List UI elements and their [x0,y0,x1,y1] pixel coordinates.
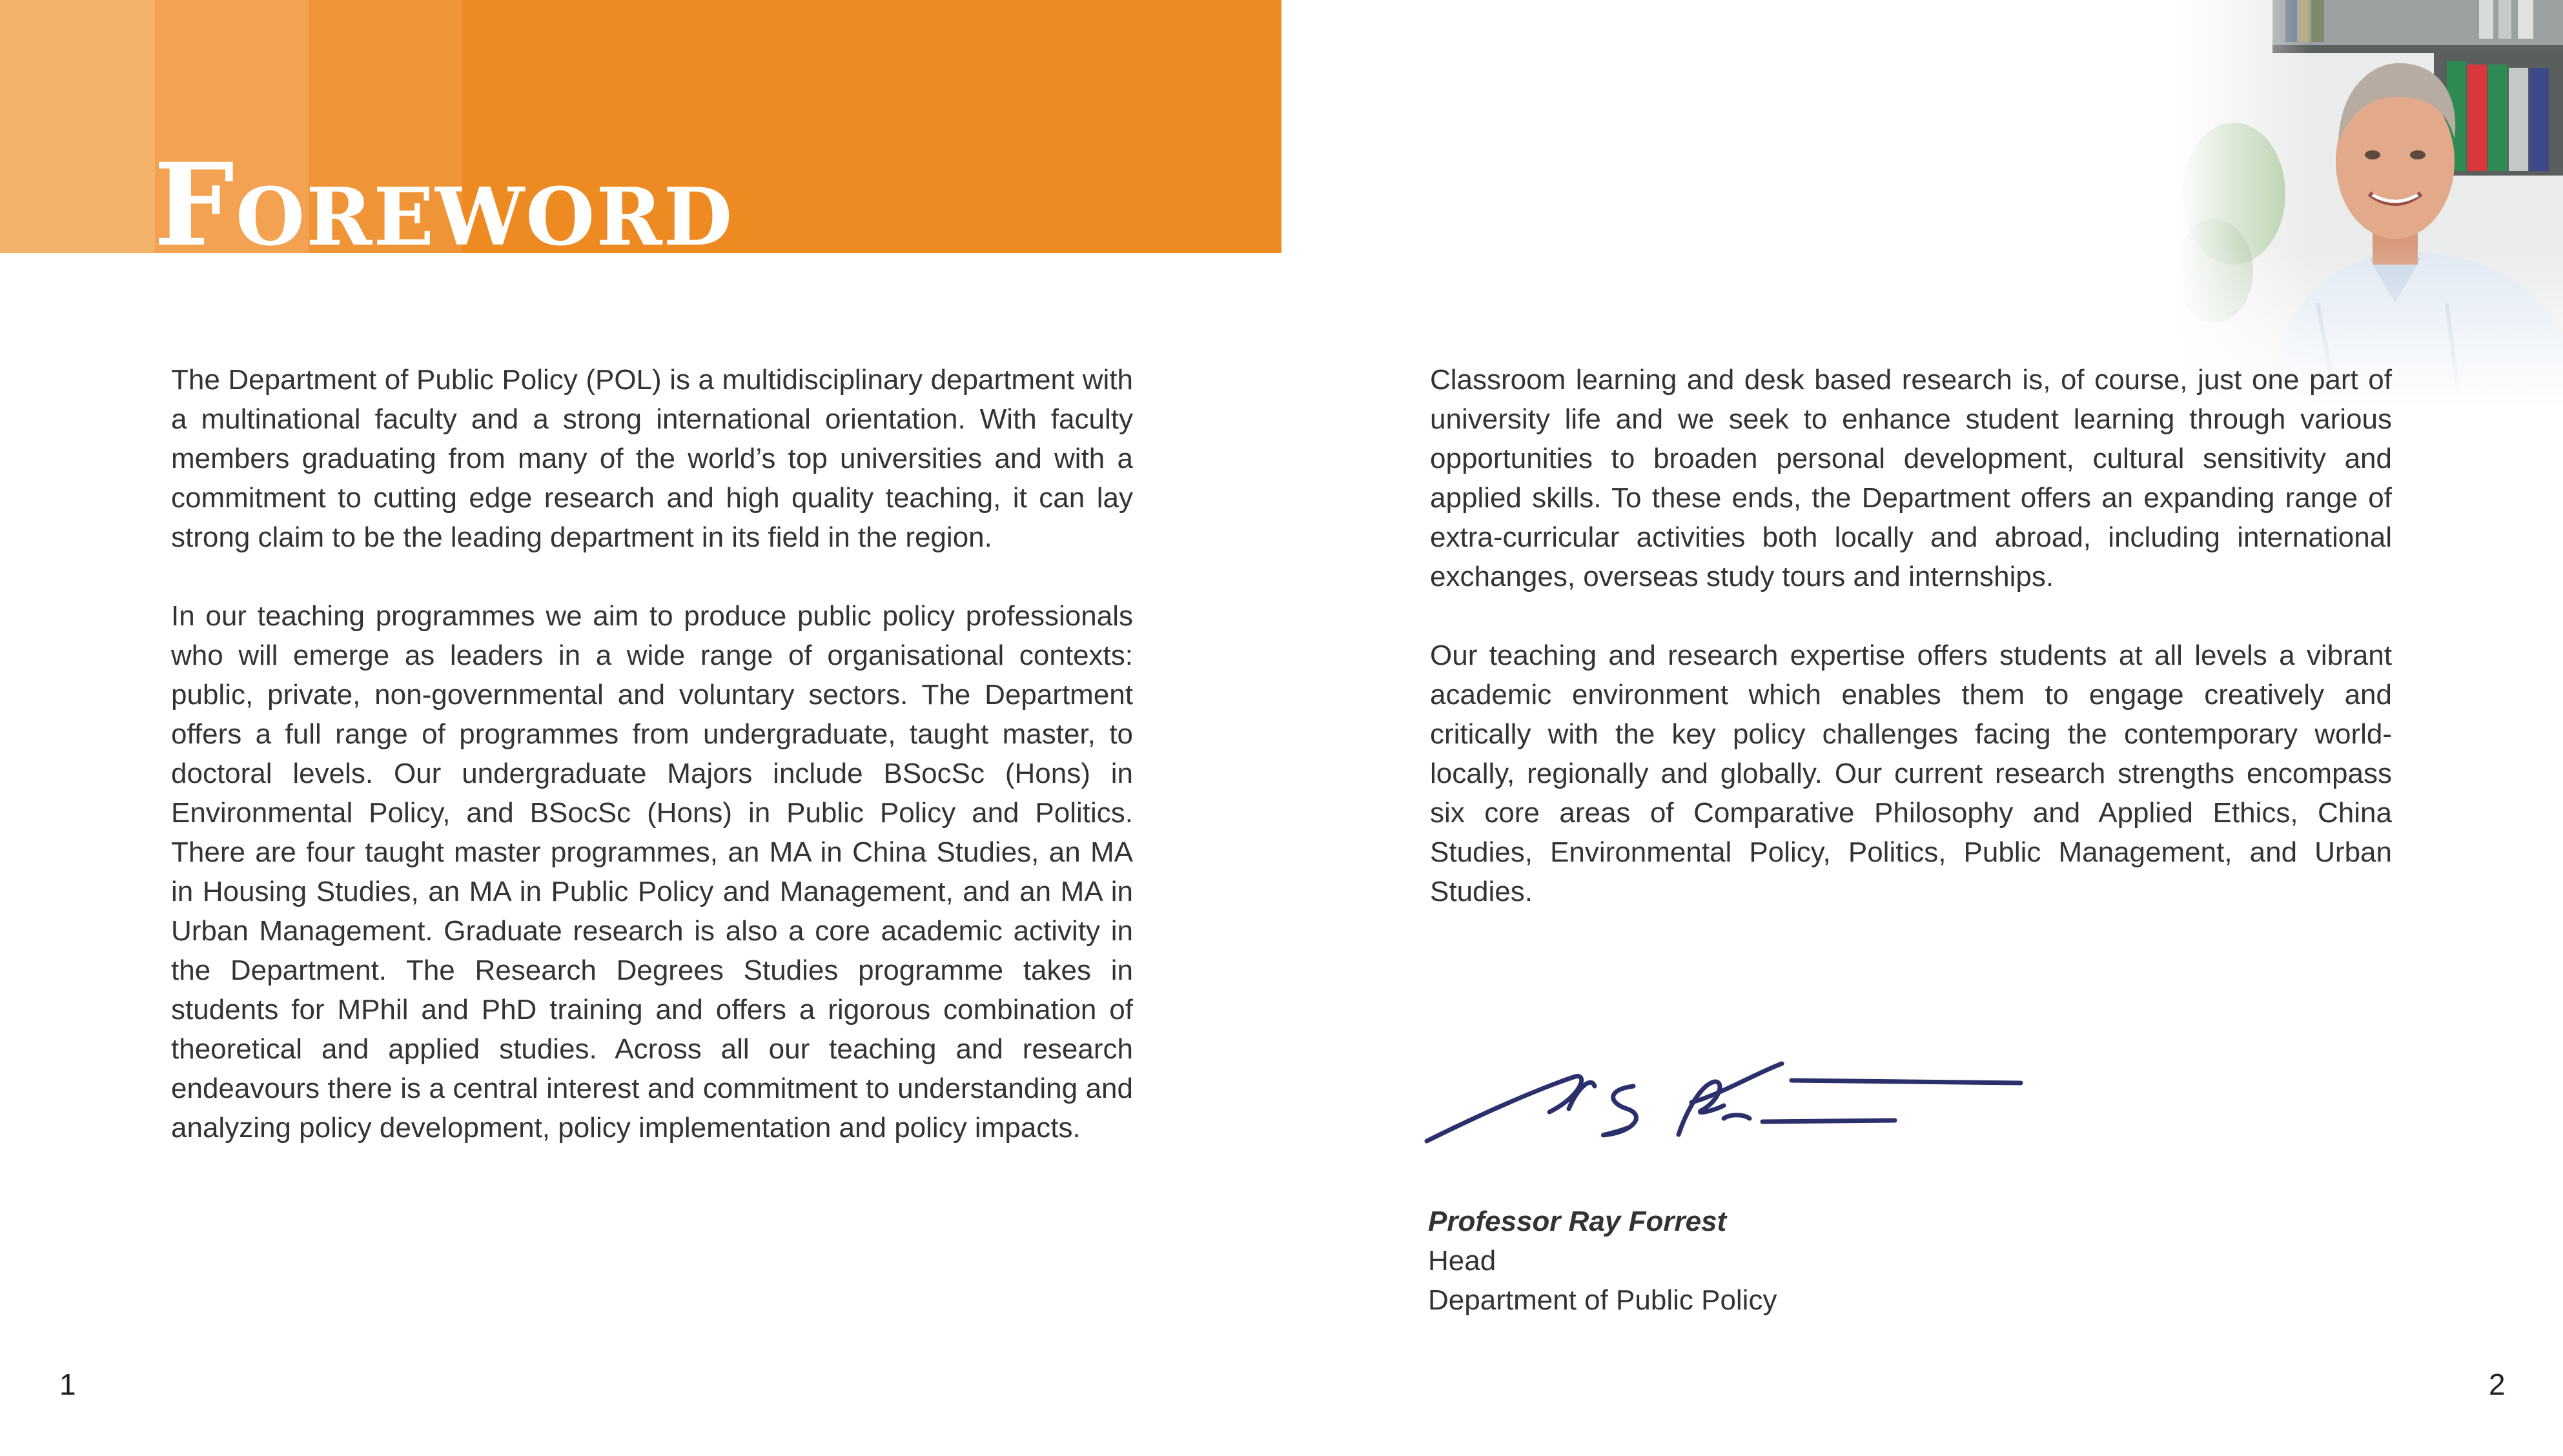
banner-band-light [0,0,155,253]
page-number-right: 2 [2489,1368,2506,1401]
signatory-department: Department of Public Policy [1428,1284,1777,1316]
portrait-photo [2176,0,2563,407]
handwritten-signature [1420,1051,2027,1148]
left-column [171,360,1133,1187]
page-number-left: 1 [59,1368,76,1401]
signatory-name: Professor Ray Forrest [1428,1206,1727,1237]
page-title: Foreword [154,138,734,253]
right-paragraph-1: Classroom learning and desk based research is, of course, just one part of university life and we seek to enhance student learning through various opportunities to broaden personal development, cultural sensitivity and applied skills. To these ends, the Department offers an expanding range of extra-curricular activities both locally and abroad, including international exchanges, overseas study tours and internships. [1430,364,2392,592]
signatory-role: Head [1428,1245,1496,1277]
left-paragraph-1: The Department of Public Policy (POL) is a multidisciplinary department with a multinational faculty and a strong international orientation. With faculty members graduating from many of the world’s top universities and with a commitment to cutting edge research and high quality teaching, it can lay strong claim to be the leading department in its field in the region. [171,364,1133,553]
right-paragraph-2: Our teaching and research expertise offers students at all levels a vibrant academic environment which enables them to engage creatively and critically with the key policy challenges facing the contemporary world-locally, regionally and globally. Our current research strengths encompass six core areas of Comparative Philosophy and Applied Ethics, China Studies, Environmental Policy, Politics, Public Management, and Urban Studies. [1430,640,2392,907]
signatory-block [1428,1202,1777,1320]
right-column [1430,360,2392,951]
left-paragraph-2: In our teaching programmes we aim to produce public policy professionals who will emerge as leaders in a wide range of organisational contexts: public, private, non-governmental and voluntary sectors. The Department offers a full range of programmes from undergraduate, taught master, to doctoral levels. Our undergraduate Majors include BSocSc (Hons) in Environmental Policy, and BSocSc (Hons) in Public Policy and Politics. There are four taught master programmes, an MA in China Studies, an MA in Housing Studies, an MA in Public Policy and Management, and an MA in Urban Management. Graduate research is also a core academic activity in the Department. The Research Degrees Studies programme takes in students for MPhil and PhD training and offers a rigorous combination of theoretical and applied studies. Across all our teaching and research endeavours there is a central interest and commitment to understanding and analyzing policy development, policy implementation and policy impacts. [171,600,1133,1144]
title-banner [0,0,1282,253]
